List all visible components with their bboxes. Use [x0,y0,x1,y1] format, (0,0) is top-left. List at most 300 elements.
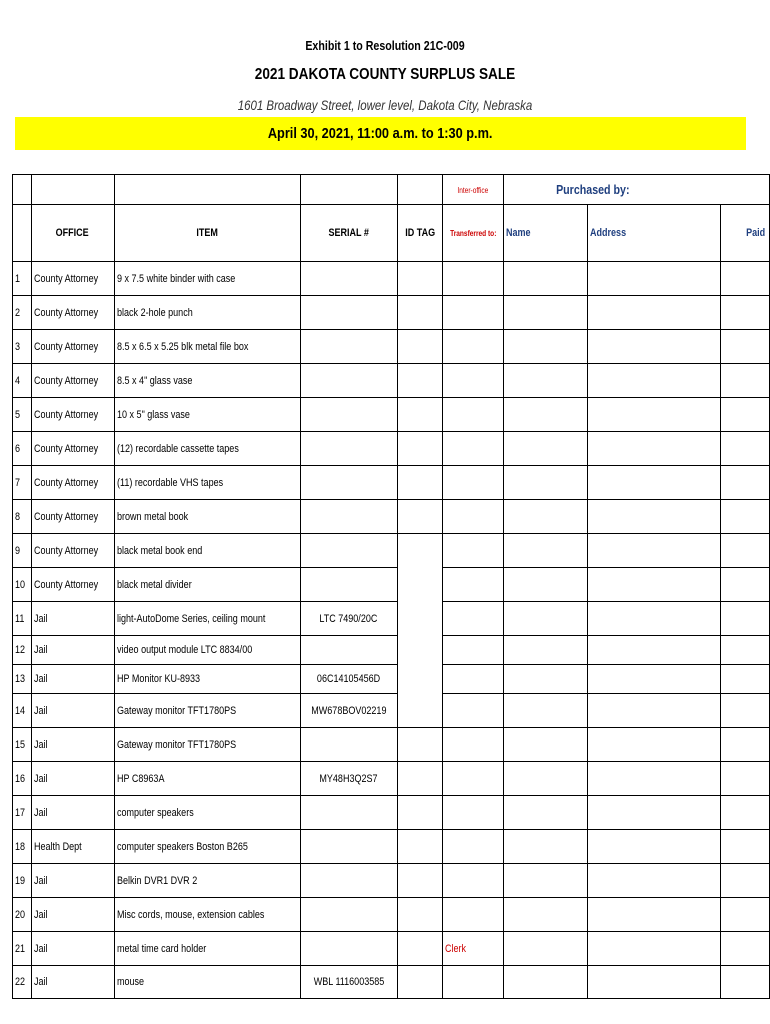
row-address [587,398,720,432]
row-name [504,534,587,568]
row-paid [721,432,770,466]
row-address [587,364,720,398]
table-row [13,864,770,898]
row-number-text: 17 [15,806,26,819]
row-office-text: Health Dept [33,840,82,853]
row-number-text: 4 [15,374,21,387]
row-item-text: (11) recordable VHS tapes [116,476,223,489]
col-paid: Paid [745,227,765,239]
row-office-text: Jail [33,644,48,656]
row-office-text: County Attorney [33,442,98,455]
row-transferred [443,466,504,500]
row-address [587,636,720,665]
table-row [13,398,770,432]
row-address [587,432,720,466]
col-serial: SERIAL # [328,227,369,239]
row-paid [721,636,770,665]
row-name [504,796,587,830]
row-transferred [443,762,504,796]
row-office-text: Jail [33,806,48,819]
row-address [587,500,720,534]
page-title: 2021 DAKOTA COUNTY SURPLUS SALE [254,66,516,83]
row-transferred [443,694,504,728]
row-transferred [443,898,504,932]
purchased-by-label: Purchased by: [556,182,630,197]
row-item-text: computer speakers Boston B265 [116,840,248,853]
table-row [13,762,770,796]
row-paid [721,830,770,864]
row-number [13,364,32,398]
table-row [13,602,770,636]
row-item-text: Belkin DVR1 DVR 2 [116,874,198,887]
row-transferred [443,262,504,296]
row-office [31,898,114,932]
row-number-text: 22 [15,976,26,988]
row-number-text: 13 [15,673,26,685]
row-name [504,636,587,665]
row-office [31,500,114,534]
row-name [504,728,587,762]
row-id-tag [397,864,443,898]
row-address [587,694,720,728]
row-office [31,398,114,432]
row-transferred [443,796,504,830]
row-id-tag [397,432,443,466]
table-row [13,830,770,864]
row-item-text: 8.5 x 4" glass vase [116,374,193,387]
table-row [13,330,770,364]
row-id-tag [397,966,443,999]
row-number [13,762,32,796]
row-id-tag [397,568,443,602]
row-number-text: 21 [15,942,26,955]
row-number-text: 19 [15,874,26,887]
row-name [504,296,587,330]
row-name [504,466,587,500]
row-name [504,398,587,432]
row-transferred [443,432,504,466]
row-serial [300,636,397,665]
row-item [114,432,300,466]
row-transferred [443,864,504,898]
row-serial [300,602,397,636]
row-item-text: black 2-hole punch [116,306,193,319]
row-number [13,466,32,500]
row-office [31,932,114,966]
row-transferred [443,636,504,665]
table-row [13,694,770,728]
row-item [114,830,300,864]
row-number [13,796,32,830]
row-number [13,398,32,432]
row-office-text: County Attorney [33,510,98,523]
row-paid [721,665,770,694]
row-number-text: 15 [15,738,26,751]
row-serial-text: MY48H3Q2S7 [319,772,378,785]
row-office-text: Jail [33,976,48,988]
row-name [504,665,587,694]
table-row [13,898,770,932]
row-office-text: County Attorney [33,544,98,557]
row-office-text: Jail [33,942,48,955]
row-number [13,602,32,636]
row-address [587,296,720,330]
row-office [31,728,114,762]
row-office-text: Jail [33,738,48,751]
row-number [13,534,32,568]
col-item: ITEM [196,227,219,239]
row-number-text: 14 [15,704,26,717]
row-office-text: County Attorney [33,306,98,319]
row-number-text: 9 [15,544,21,557]
row-address [587,534,720,568]
row-id-tag [397,694,443,728]
row-number [13,568,32,602]
row-serial-text: 06C14105456D [317,673,381,685]
row-paid [721,694,770,728]
row-number [13,432,32,466]
row-office-text: Jail [33,612,48,625]
row-address [587,568,720,602]
row-transferred [443,665,504,694]
row-transferred [443,330,504,364]
row-address [587,932,720,966]
row-id-tag [397,728,443,762]
row-paid [721,796,770,830]
table-row [13,796,770,830]
row-number-text: 7 [15,476,21,489]
row-transferred [443,296,504,330]
col-office: OFFICE [56,227,90,239]
row-serial [300,432,397,466]
row-name [504,500,587,534]
row-paid [721,898,770,932]
row-office-text: Jail [33,704,48,717]
row-item-text: 10 x 5" glass vase [116,408,190,421]
column-header-row [13,205,770,262]
row-paid [721,728,770,762]
row-name [504,568,587,602]
table-row [13,296,770,330]
table-row [13,636,770,665]
row-paid [721,466,770,500]
row-number [13,665,32,694]
row-serial [300,534,397,568]
row-id-tag [397,466,443,500]
table-row [13,568,770,602]
row-paid [721,864,770,898]
row-office [31,636,114,665]
row-paid [721,534,770,568]
table-row [13,534,770,568]
table-row [13,364,770,398]
row-serial [300,364,397,398]
row-paid [721,568,770,602]
row-serial [300,262,397,296]
row-number [13,864,32,898]
row-office-text: County Attorney [33,408,98,421]
sale-address: 1601 Broadway Street, lower level, Dakota City, Nebraska [237,97,533,113]
inter-office-label: Inter-office [457,185,489,195]
row-item-text: metal time card holder [116,942,207,955]
row-name [504,932,587,966]
row-serial [300,398,397,432]
row-number-text: 8 [15,510,21,523]
row-number-text: 1 [15,272,21,285]
row-office [31,330,114,364]
row-paid [721,762,770,796]
row-serial [300,694,397,728]
row-transferred [443,728,504,762]
row-serial-text: MW678BOV02219 [311,704,387,717]
row-office [31,602,114,636]
row-paid [721,262,770,296]
row-item-text: video output module LTC 8834/00 [116,644,253,656]
row-name [504,602,587,636]
table-row [13,500,770,534]
row-serial [300,568,397,602]
row-number [13,694,32,728]
row-item [114,602,300,636]
row-office-text: Jail [33,772,48,785]
row-serial [300,830,397,864]
row-item-text: Gateway monitor TFT1780PS [116,738,236,751]
row-transferred [443,398,504,432]
table-row [13,262,770,296]
row-item-text: computer speakers [116,806,194,819]
table-row [13,728,770,762]
row-transferred [443,534,504,568]
row-paid [721,500,770,534]
row-item [114,694,300,728]
row-number-text: 11 [15,612,25,625]
row-item-text: HP C8963A [116,772,165,785]
row-serial [300,296,397,330]
row-office [31,262,114,296]
row-item [114,665,300,694]
row-office [31,665,114,694]
row-item-text: Gateway monitor TFT1780PS [116,704,236,717]
row-transferred [443,966,504,999]
row-office [31,534,114,568]
row-address [587,966,720,999]
row-office-text: County Attorney [33,578,98,591]
row-item [114,534,300,568]
row-office [31,694,114,728]
row-office [31,466,114,500]
row-id-tag [397,898,443,932]
row-address [587,728,720,762]
col-address: Address [589,227,626,239]
row-office-text: Jail [33,874,48,887]
row-transferred [443,568,504,602]
row-paid [721,602,770,636]
row-office [31,568,114,602]
row-number [13,966,32,999]
exhibit-label: Exhibit 1 to Resolution 21C-009 [305,38,465,53]
row-number-text: 12 [15,644,26,656]
row-item [114,966,300,999]
row-id-tag [397,262,443,296]
row-id-tag [397,296,443,330]
row-item-text: HP Monitor KU-8933 [116,673,200,685]
row-name [504,330,587,364]
row-transferred [443,602,504,636]
row-id-tag [397,932,443,966]
col-id-tag: ID TAG [404,227,435,239]
table-row [13,665,770,694]
row-item-text: 9 x 7.5 white binder with case [116,272,236,285]
surplus-items-table [12,174,770,999]
row-office-text: Jail [33,673,48,685]
row-address [587,466,720,500]
row-item-text: (12) recordable cassette tapes [116,442,239,455]
row-item [114,330,300,364]
row-item [114,932,300,966]
row-id-tag [397,534,443,568]
row-name [504,364,587,398]
row-number [13,296,32,330]
row-paid [721,296,770,330]
row-name [504,432,587,466]
row-serial [300,966,397,999]
table-row [13,432,770,466]
row-number [13,636,32,665]
row-paid [721,364,770,398]
row-paid [721,330,770,364]
row-number-text: 16 [15,772,26,785]
row-office [31,432,114,466]
table-row [13,466,770,500]
row-transferred [443,500,504,534]
row-office [31,796,114,830]
row-item [114,762,300,796]
row-name [504,898,587,932]
row-serial [300,864,397,898]
row-number [13,262,32,296]
row-id-tag [397,762,443,796]
table-row [13,932,770,966]
row-office [31,830,114,864]
row-serial [300,330,397,364]
row-address [587,796,720,830]
row-number-text: 6 [15,442,21,455]
row-office-text: County Attorney [33,476,98,489]
row-serial [300,932,397,966]
row-office-text: County Attorney [33,340,98,353]
row-office [31,364,114,398]
row-serial [300,762,397,796]
row-address [587,330,720,364]
row-id-tag [397,364,443,398]
row-address [587,262,720,296]
row-id-tag [397,330,443,364]
row-number-text: 20 [15,908,26,921]
row-item-text: mouse [116,976,144,988]
row-item [114,500,300,534]
row-number-text: 18 [15,840,26,853]
row-number [13,330,32,364]
row-number-text: 5 [15,408,21,421]
row-number [13,932,32,966]
col-transferred: Transferred to: [450,229,497,238]
row-item-text: light-AutoDome Series, ceiling mount [116,612,266,625]
row-item [114,636,300,665]
row-number [13,830,32,864]
row-item [114,262,300,296]
row-id-tag [397,665,443,694]
row-number-text: 2 [15,306,21,319]
row-item [114,728,300,762]
row-id-tag [397,796,443,830]
table-row [13,966,770,999]
row-office-text: County Attorney [33,374,98,387]
sale-date: April 30, 2021, 11:00 a.m. to 1:30 p.m. [268,125,493,142]
row-number-text: 3 [15,340,21,353]
col-name: Name [506,227,532,239]
row-item-text: black metal book end [116,544,203,557]
row-serial [300,466,397,500]
row-address [587,830,720,864]
row-number [13,500,32,534]
row-serial [300,728,397,762]
row-address [587,864,720,898]
row-item [114,364,300,398]
row-transferred [443,932,504,966]
row-address [587,898,720,932]
row-item [114,568,300,602]
row-name [504,694,587,728]
row-serial-text: WBL 1116003585 [313,976,384,988]
row-item [114,898,300,932]
row-serial-text: LTC 7490/20C [319,612,378,625]
row-office-text: Jail [33,908,48,921]
row-serial [300,898,397,932]
row-serial [300,796,397,830]
row-name [504,262,587,296]
row-item [114,398,300,432]
row-name [504,966,587,999]
row-address [587,665,720,694]
row-number [13,728,32,762]
row-item [114,864,300,898]
row-item-text: 8.5 x 6.5 x 5.25 blk metal file box [116,340,249,353]
row-number [13,898,32,932]
row-item [114,796,300,830]
row-address [587,762,720,796]
row-transferred [443,830,504,864]
row-item-text: black metal divider [116,578,192,591]
row-office [31,966,114,999]
row-office [31,864,114,898]
row-item-text: brown metal book [116,510,188,523]
row-office-text: County Attorney [33,272,98,285]
row-serial [300,500,397,534]
row-id-tag [397,636,443,665]
row-item-text: Misc cords, mouse, extension cables [116,908,265,921]
row-number-text: 10 [15,578,26,591]
row-name [504,830,587,864]
row-address [587,602,720,636]
row-id-tag [397,830,443,864]
date-banner [15,117,746,150]
row-item [114,466,300,500]
row-serial [300,665,397,694]
row-name [504,864,587,898]
row-office [31,762,114,796]
row-id-tag [397,602,443,636]
row-paid [721,932,770,966]
